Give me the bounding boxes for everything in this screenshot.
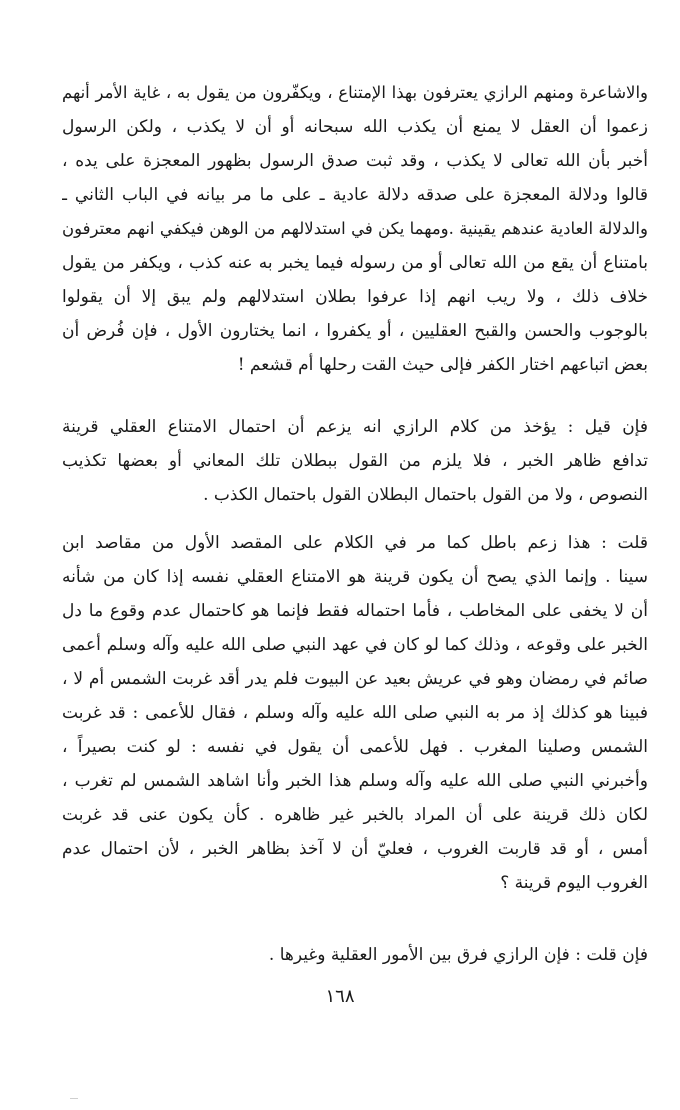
scan-artifact <box>70 1098 78 1105</box>
page-number: ١٦٨ <box>325 986 355 1007</box>
text-line: النصوص ، ولا من القول باحتمال البطلان القول باحتمال الكذب . <box>203 485 648 505</box>
text-line: بامتناع أن يقع من الله تعالى أو من رسوله فيما يخبر به عنه كذب ، ويكفر من يقول <box>62 253 648 273</box>
text-line: فإن قيل : يؤخذ من كلام الرازي انه يزعم أن احتمال الامتناع العقلي قرينة <box>62 417 648 437</box>
text-line: أمس ، أو قد قاربت الغروب ، فعليّ أن لا آخذ بظاهر الخبر ، لأن احتمال عدم <box>62 839 648 859</box>
text-line: أن لا يخفى على المخاطب ، فأما احتماله فقط فإنما هو كاحتمال عدم وقوع ما دل <box>62 601 648 621</box>
text-line: أخبر بأن الله تعالى لا يكذب ، وقد ثبت صدق الرسول بظهور المعجزة على يده ، <box>62 151 648 171</box>
text-line: تدافع ظاهر الخبر ، فلا يلزم من القول ببطلان تلك المعاني أو بعضها تكذيب <box>62 451 648 471</box>
text-line: لكان ذلك قرينة على أن المراد بالخبر غير ظاهره . كأن يكون عنى قد غربت <box>62 805 648 825</box>
text-line: سينا . وإنما الذي يصح أن يكون قرينة هو الامتناع العقلي نفسه إذا كان من شأنه <box>62 567 648 587</box>
text-line: والدلالة العادية عندهم يقينية .ومهما يكن في استدلالهم من الوهن فيكفي انهم معترفون <box>62 219 648 238</box>
text-line: بالوجوب والحسن والقبح العقليين ، أو يكفروا ، انما يختارون الأول ، فإن فُرض أن <box>62 321 648 341</box>
paragraph-2 <box>62 410 648 512</box>
text-line: الغروب اليوم قرينة ؟ <box>500 873 648 893</box>
text-line: فإن قلت : فإن الرازي فرق بين الأمور العقلية وغيرها . <box>268 945 648 965</box>
text-line: بعض اتباعهم اختار الكفر فإلى حيث القت رحلها أم قشعم ! <box>237 355 648 375</box>
paragraph-4 <box>62 938 648 972</box>
text-line: قلت : هذا زعم باطل كما مر في الكلام على المقصد الأول من مقاصد ابن <box>62 533 648 553</box>
text-line: الشمس وصلينا المغرب . فهل للأعمى أن يقول في نفسه : لو كنت بصيراً ، <box>62 737 648 757</box>
text-line: والاشاعرة ومنهم الرازي يعترفون بهذا الإمتناع ، ويكفّرون من يقول به ، غاية الأمر أنهم <box>62 83 648 102</box>
text-line: وأخبرني النبي صلى الله عليه وآله وسلم هذا الخبر وأنا اشاهد الشمس لم تغرب ، <box>62 771 648 791</box>
text-line: قالوا ودلالة المعجزة على صدقه دلالة عادية ـ على ما مر بيانه في الباب الثاني ـ <box>62 185 648 205</box>
text-line: خلاف ذلك ، ولا ريب انهم إذا عرفوا بطلان استدلالهم ولم يبق إلا أن يقولوا <box>62 287 648 307</box>
text-line: صائم في رمضان وهو في عريش بعيد عن البيوت فلم يدر أقد غربت الشمس أم لا ، <box>62 669 648 689</box>
paragraph-3 <box>62 526 648 900</box>
paragraph-1 <box>62 76 648 382</box>
text-line: الخبر على وقوعه ، وذلك كما لو كان في عهد النبي صلى الله عليه وآله وسلم أعمى <box>62 635 648 655</box>
text-line: فبينا هو كذلك إذ مر به النبي صلى الله عليه وآله وسلم ، فقال للأعمى : قد غربت <box>62 703 648 723</box>
text-line: زعموا أن العقل لا يمنع أن يكذب الله سبحانه أو أن لا يكذب ، ولكن الرسول <box>62 117 648 137</box>
